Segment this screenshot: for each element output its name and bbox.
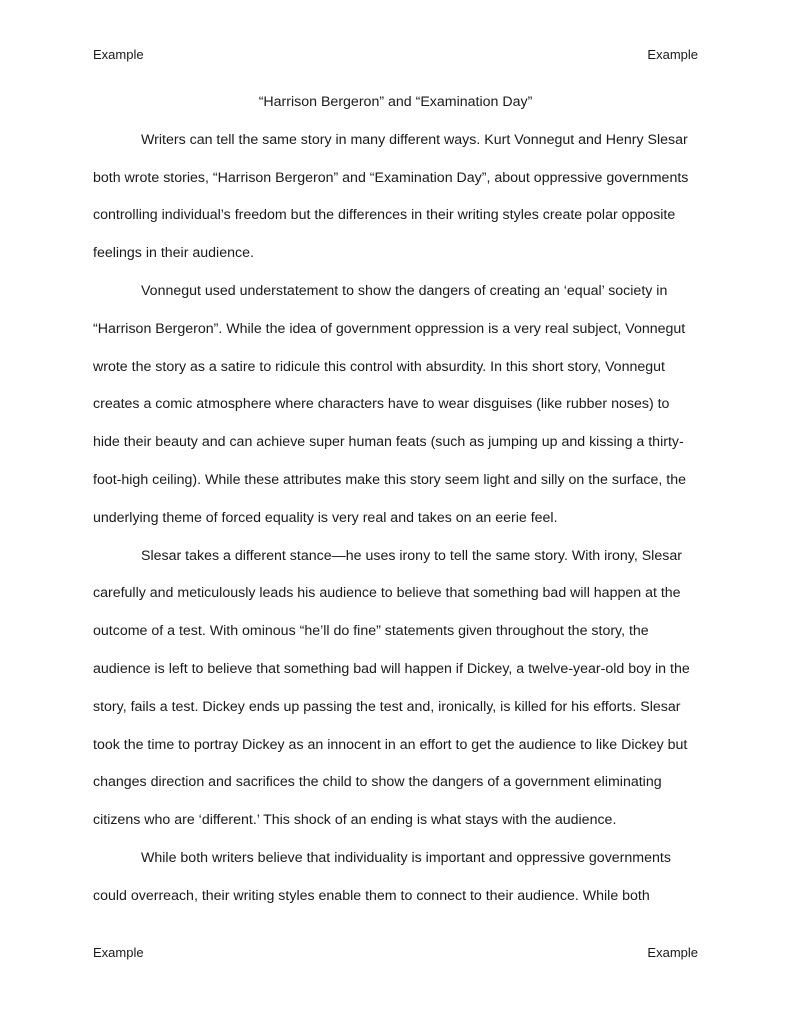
header-right-text: Example	[647, 47, 698, 62]
footer-right-text: Example	[647, 945, 698, 960]
header-left-text: Example	[93, 47, 144, 62]
paragraph-2: Vonnegut used understatement to show the dangers of creating an ‘equal’ society in “Harrison Bergeron”. While the idea of government oppression is a very real subject, Vonnegut wrote the story as a satire to ridicule this control with absurdity. In this short story, Vonnegut creates a comic atmosphere where characters have to wear disguises (like rubber noses) to hide their beauty and can achieve super human feats (such as jumping up and kissing a thirty-foot-high ceiling). While these attributes make this story seem light and silly on the surface, the underlying theme of forced equality is very real and takes on an eerie feel.	[93, 282, 687, 526]
document-title: “Harrison Bergeron” and “Examination Day”	[258, 94, 533, 110]
footer-left-text: Example	[93, 945, 144, 960]
document-body	[93, 84, 698, 916]
paragraph-3: Slesar takes a different stance—he uses irony to tell the same story. With irony, Slesar carefully and meticulously leads his audience to believe that something bad will happen at the outcome of a test. With ominous “he’ll do fine” statements given throughout the story, the audience is left to believe that something bad will happen if Dickey, a twelve-year-old boy in the story, fails a test. Dickey ends up passing the test and, ironically, is killed for his efforts. Slesar took the time to portray Dickey as an innocent in an effort to get the audience to like Dickey but changes direction and sacrifices the child to show the dangers of a government eliminating citizens who are ‘different.’ This shock of an ending is what stays with the audience.	[93, 547, 690, 829]
paragraph-4: While both writers believe that individuality is important and oppressive governments could overreach, their writing styles enable them to connect to their audience. While both	[93, 849, 671, 904]
paragraph-1: Writers can tell the same story in many different ways. Kurt Vonnegut and Henry Slesar both wrote stories, “Harrison Bergeron” and “Examination Day”, about oppressive governments controlling individual’s freedom but the differences in their writing styles create polar opposite feelings in their audience.	[93, 131, 689, 262]
